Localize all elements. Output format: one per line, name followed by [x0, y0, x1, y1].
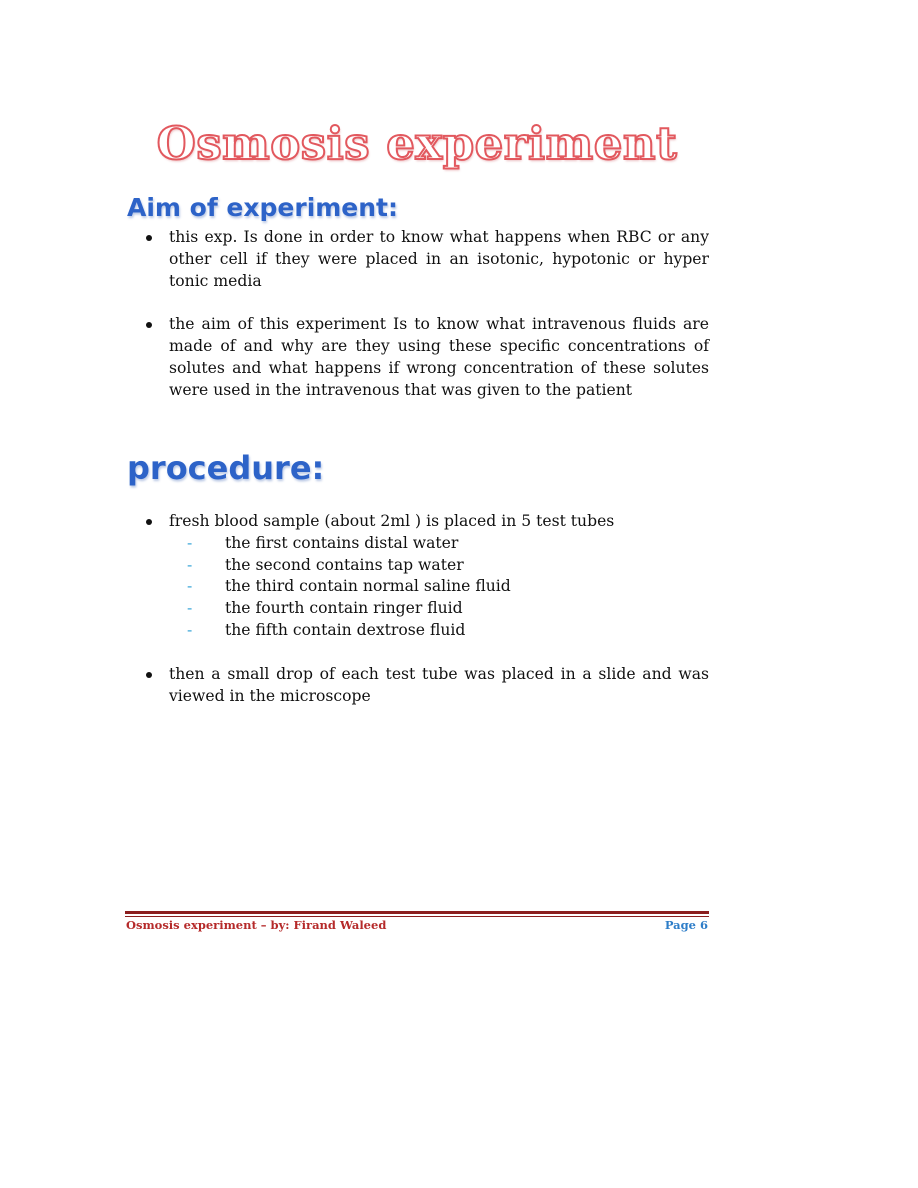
dash-icon: -: [187, 599, 193, 618]
tube-text: the second contains tap water: [225, 555, 464, 574]
list-item: [169, 576, 709, 598]
tube-text: the fifth contain dextrose fluid: [225, 620, 466, 639]
procedure-final-text: then a small drop of each test tube was placed in a slide and was viewed in the microscope: [169, 664, 709, 705]
procedure-heading: procedure:: [127, 449, 325, 487]
footer-page-number: Page 6: [664, 918, 708, 932]
list-item: [169, 555, 709, 577]
aim-item-text: the aim of this experiment Is to know what intravenous fluids are made of and why are they using these specific concentrations of solutes and what happens if wrong concentration of these solutes were used in the intravenous that was given to the patient: [169, 315, 709, 399]
procedure-intro-text: fresh blood sample (about 2ml ) is placed in 5 test tubes: [169, 512, 615, 530]
dash-icon: -: [187, 555, 193, 574]
footer-divider: [125, 911, 709, 914]
list-item: [127, 227, 709, 292]
aim-heading: Aim of experiment:: [127, 193, 399, 222]
tube-text: the first contains distal water: [225, 533, 459, 552]
bullet-icon: [146, 519, 152, 525]
document-title: Osmosis experiment: [156, 117, 678, 170]
test-tube-list: [169, 533, 709, 642]
bullet-icon: [146, 322, 152, 328]
list-item: [127, 314, 709, 401]
tube-text: the third contain normal saline fluid: [225, 577, 511, 596]
footer-divider-thin: [125, 916, 709, 917]
tube-text: the fourth contain ringer fluid: [225, 599, 463, 618]
list-item: [127, 664, 709, 708]
aim-list: [127, 227, 709, 402]
list-item: [169, 533, 709, 555]
procedure-list: [127, 511, 709, 707]
dash-icon: -: [187, 620, 193, 639]
list-item: [169, 620, 709, 642]
dash-icon: -: [187, 533, 193, 552]
list-item: [127, 511, 709, 642]
list-item: [169, 598, 709, 620]
footer-author: Osmosis experiment – by: Firand Waleed: [126, 918, 387, 932]
bullet-icon: [146, 672, 152, 678]
aim-item-text: this exp. Is done in order to know what happens when RBC or any other cell if they were placed in an isotonic, hypotonic or hyper tonic media: [169, 228, 709, 290]
bullet-icon: [146, 235, 152, 241]
dash-icon: -: [187, 577, 193, 596]
